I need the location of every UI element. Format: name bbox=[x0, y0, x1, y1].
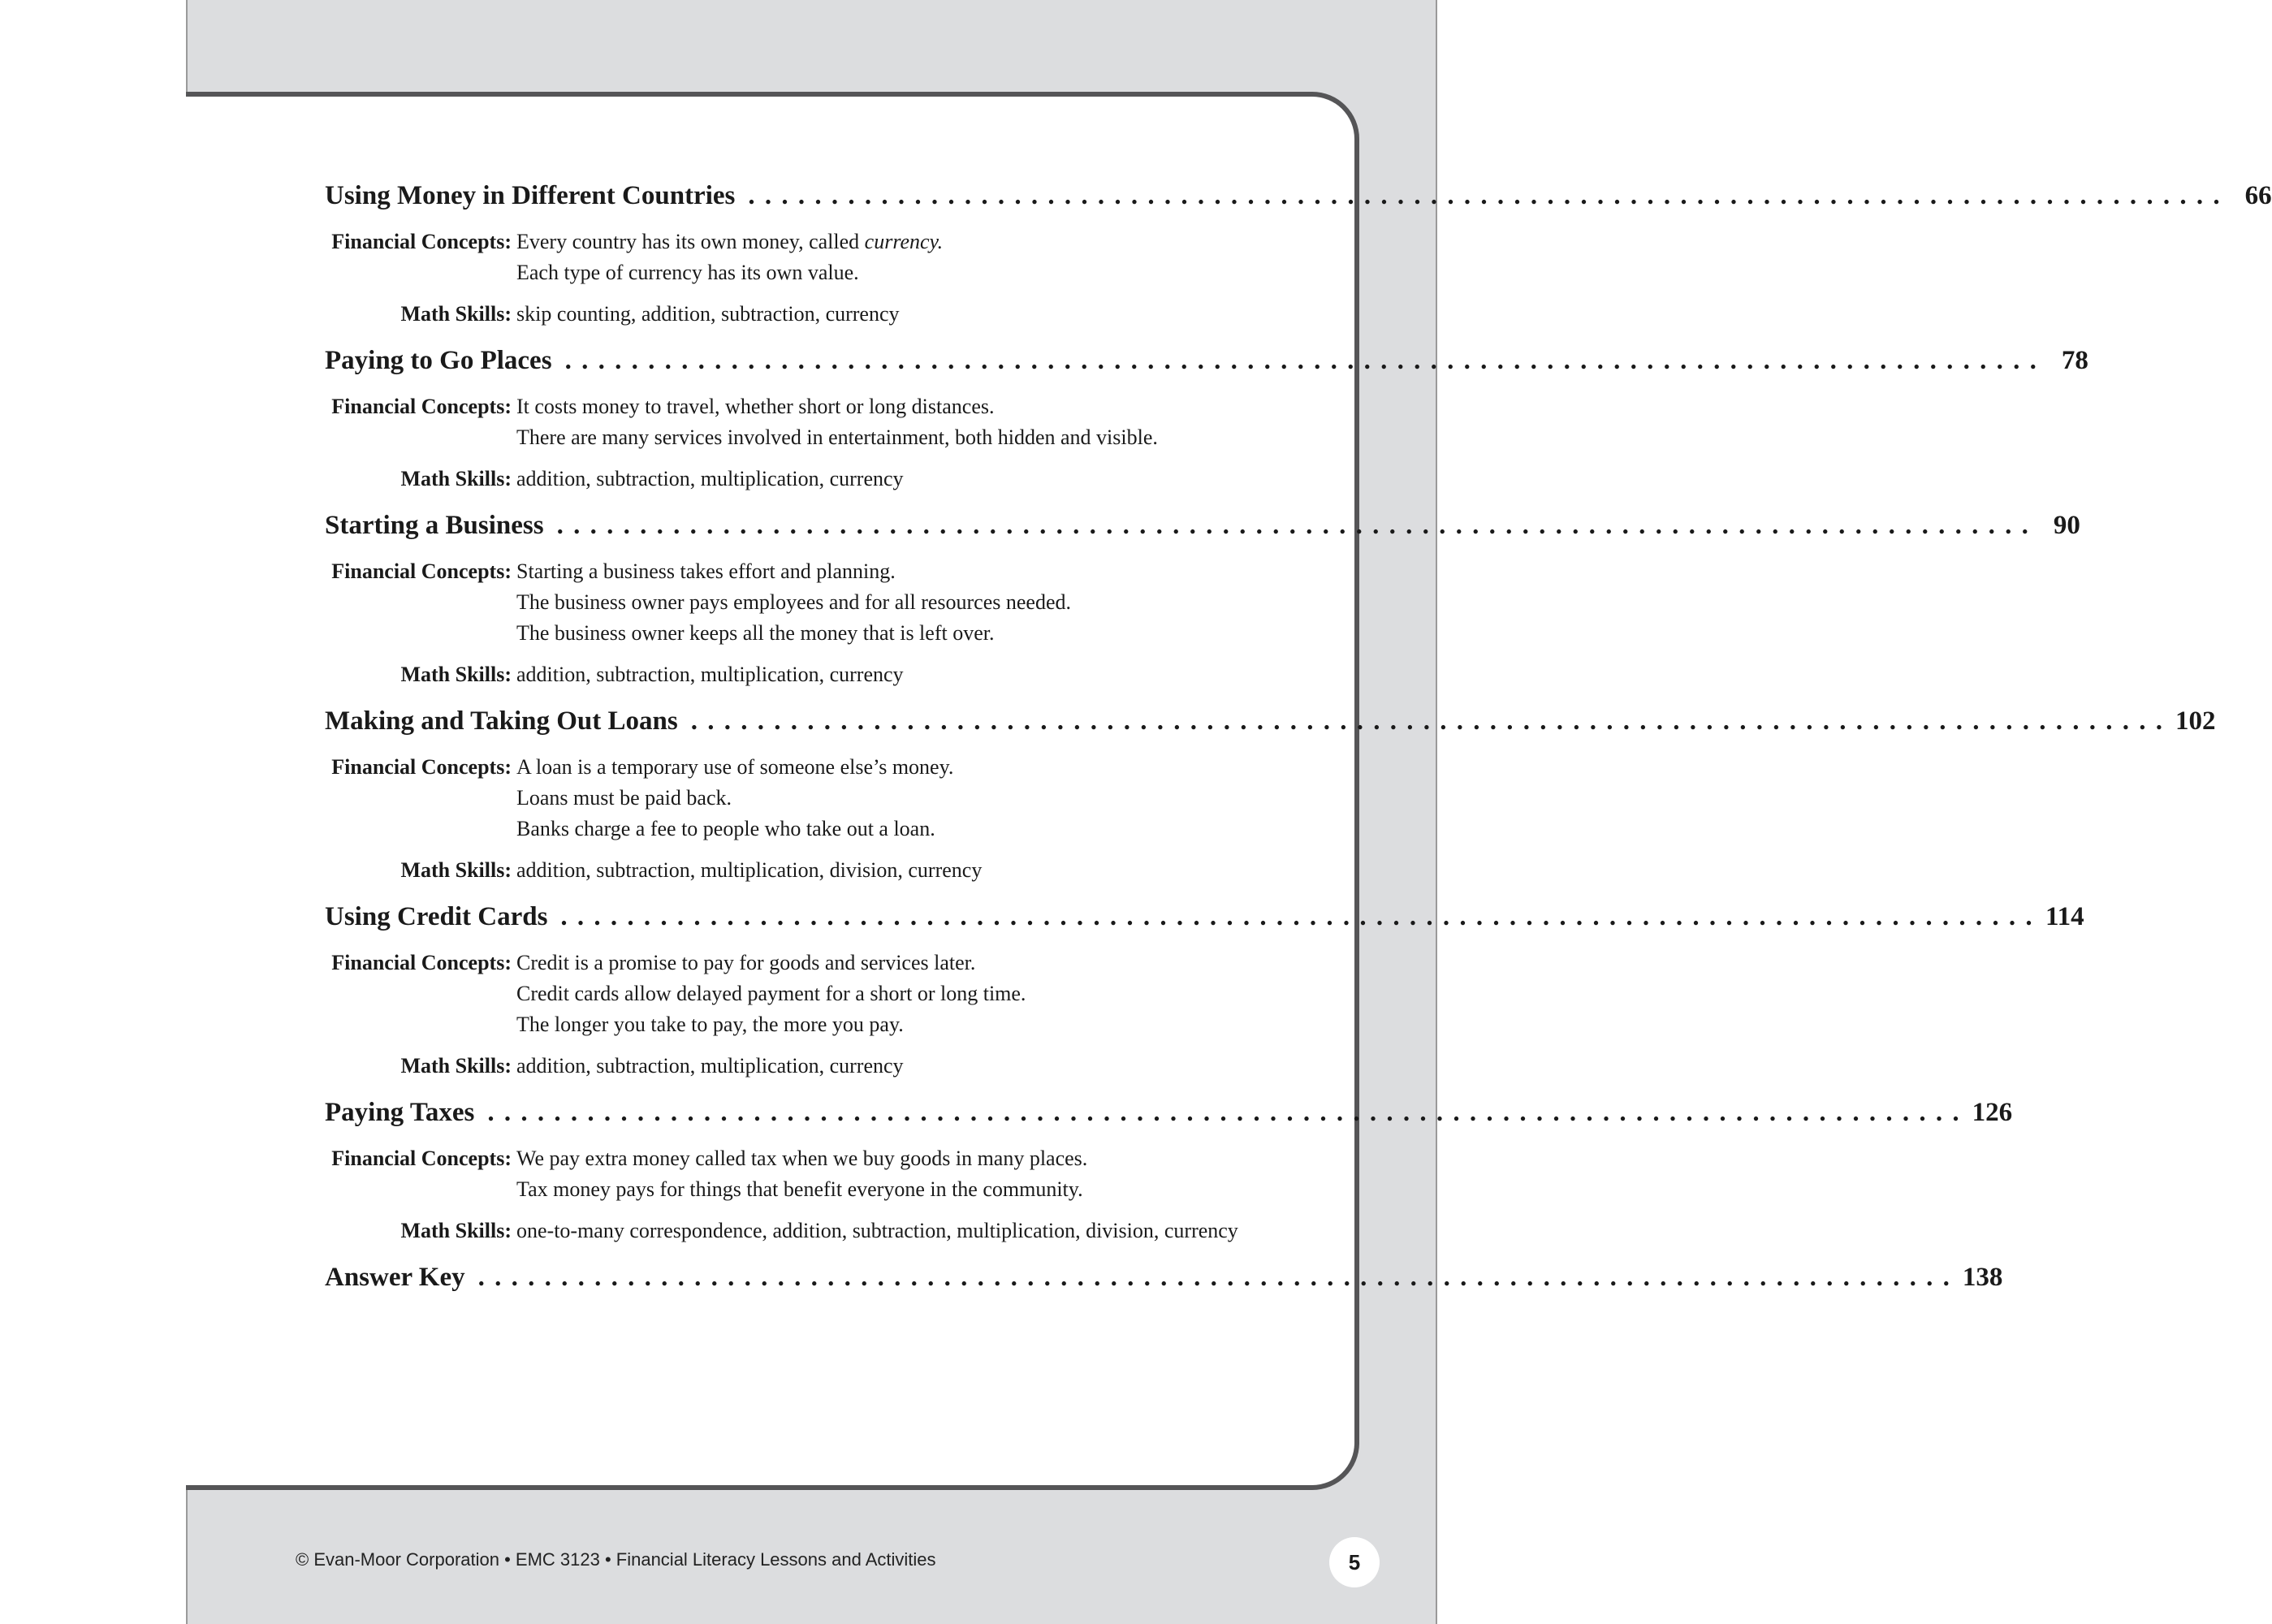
toc-page-number: 78 bbox=[2061, 346, 2088, 375]
math-skills-label: Math Skills: bbox=[400, 1054, 512, 1078]
toc-entry-header bbox=[325, 1256, 2003, 1298]
financial-concept-line bbox=[516, 1174, 1311, 1205]
financial-concept-line bbox=[516, 814, 1311, 844]
financial-concept-line bbox=[516, 587, 1311, 618]
financial-concepts bbox=[325, 391, 1311, 453]
toc-entry-header bbox=[325, 339, 2088, 382]
financial-concepts-lines bbox=[516, 948, 1311, 1040]
toc-entry bbox=[325, 504, 2080, 690]
concept-text: The business owner pays employees and for all resources needed. bbox=[516, 590, 1071, 614]
concept-text: The longer you take to pay, the more you pay. bbox=[516, 1013, 904, 1036]
toc-page-number: 126 bbox=[1972, 1098, 2013, 1127]
concept-text: Each type of currency has its own value. bbox=[516, 261, 859, 284]
concept-text: The business owner keeps all the money that is left over. bbox=[516, 621, 995, 645]
math-skills-text: one-to-many correspondence, addition, subtraction, multiplication, division, currency bbox=[516, 1219, 1238, 1242]
financial-concept-line bbox=[516, 391, 1311, 422]
financial-concept-line bbox=[516, 1009, 1311, 1040]
dot-leader: . . . . . . . . . . . . . . . . . . . . . . . . . . . . . . . . . . . . . . . . . . . . . . . . . . . . . . . . . . . . . . . . . . . . . . . . . . . . . . . . . . . . . . . . . bbox=[560, 902, 2034, 931]
financial-concepts-label: Financial Concepts: bbox=[331, 755, 512, 779]
math-skills-text: addition, subtraction, multiplication, currency bbox=[516, 663, 904, 686]
concept-text: It costs money to travel, whether short or long distances. bbox=[516, 395, 995, 418]
concept-text: Credit cards allow delayed payment for a short or long time. bbox=[516, 982, 1026, 1005]
financial-concepts bbox=[325, 752, 1311, 844]
dot-leader: . . . . . . . . . . . . . . . . . . . . . . . . . . . . . . . . . . . . . . . . . . . . . . . . . . . . . . . . . . . . . . . . . . . . . . . . . . . . . . . . . . . . . . . . . bbox=[564, 346, 2038, 375]
financial-concept-line bbox=[516, 948, 1311, 978]
toc-entry-title: Making and Taking Out Loans bbox=[325, 706, 678, 736]
financial-concepts-label: Financial Concepts: bbox=[331, 559, 512, 583]
toc-entry bbox=[325, 1256, 2003, 1298]
toc-entry-title: Answer Key bbox=[325, 1263, 465, 1292]
concept-text: Starting a business takes effort and planning. bbox=[516, 559, 896, 583]
footer-copyright: © Evan-Moor Corporation • EMC 3123 • Financial Literacy Lessons and Activities bbox=[296, 1549, 936, 1570]
math-skills-text: addition, subtraction, multiplication, division, currency bbox=[516, 858, 983, 882]
toc-entry-title: Paying to Go Places bbox=[325, 346, 552, 375]
math-skills bbox=[325, 1051, 1311, 1082]
dot-leader: . . . . . . . . . . . . . . . . . . . . . . . . . . . . . . . . . . . . . . . . . . . . . . . . . . . . . . . . . . . . . . . . . . . . . . . . . . . . . . . . . . . . . . . . . bbox=[556, 511, 2030, 540]
financial-concept-line bbox=[516, 556, 1311, 587]
financial-concepts-label: Financial Concepts: bbox=[331, 1147, 512, 1170]
financial-concepts bbox=[325, 227, 1311, 288]
financial-concept-line bbox=[516, 422, 1311, 453]
financial-concept-line bbox=[516, 978, 1311, 1009]
toc-page-number: 102 bbox=[2175, 706, 2216, 736]
concept-text: We pay extra money called tax when we buy goods in many places. bbox=[516, 1147, 1088, 1170]
toc-entry bbox=[325, 1091, 2013, 1246]
toc-entry-header bbox=[325, 896, 2084, 938]
toc-entry-header bbox=[325, 700, 2216, 742]
concept-text: Loans must be paid back. bbox=[516, 786, 732, 810]
toc-page-number: 138 bbox=[1962, 1263, 2003, 1292]
dot-leader: . . . . . . . . . . . . . . . . . . . . . . . . . . . . . . . . . . . . . . . . . . . . . . . . . . . . . . . . . . . . . . . . . . . . . . . . . . . . . . . . . . . . . . . . . bbox=[477, 1263, 1951, 1292]
financial-concept-line bbox=[516, 783, 1311, 814]
math-skills bbox=[325, 1216, 1311, 1246]
toc-entry-header bbox=[325, 175, 2272, 217]
financial-concepts-label: Financial Concepts: bbox=[331, 951, 512, 974]
math-skills-label: Math Skills: bbox=[400, 302, 512, 326]
toc-entry-title: Paying Taxes bbox=[325, 1098, 475, 1127]
math-skills-label: Math Skills: bbox=[400, 663, 512, 686]
financial-concepts-label: Financial Concepts: bbox=[331, 230, 512, 253]
page-number-badge: 5 bbox=[1329, 1537, 1380, 1587]
financial-concepts bbox=[325, 556, 1311, 649]
financial-concepts-label: Financial Concepts: bbox=[331, 395, 512, 418]
math-skills-text: addition, subtraction, multiplication, currency bbox=[516, 1054, 904, 1078]
dot-leader: . . . . . . . . . . . . . . . . . . . . . . . . . . . . . . . . . . . . . . . . . . . . . . . . . . . . . . . . . . . . . . . . . . . . . . . . . . . . . . . . . . . . . . . . . bbox=[690, 706, 2164, 736]
financial-concept-line bbox=[516, 1143, 1311, 1174]
toc-page-number: 66 bbox=[2244, 181, 2272, 210]
concept-text: Credit is a promise to pay for goods and services later. bbox=[516, 951, 976, 974]
concept-text: Banks charge a fee to people who take out a loan. bbox=[516, 817, 935, 840]
concept-italic-term: currency. bbox=[864, 230, 944, 253]
toc-entry-header bbox=[325, 504, 2080, 546]
math-skills bbox=[325, 659, 1311, 690]
dot-leader: . . . . . . . . . . . . . . . . . . . . . . . . . . . . . . . . . . . . . . . . . . . . . . . . . . . . . . . . . . . . . . . . . . . . . . . . . . . . . . . . . . . . . . . . . bbox=[487, 1098, 1961, 1127]
math-skills-label: Math Skills: bbox=[400, 1219, 512, 1242]
toc-entry bbox=[325, 700, 2216, 886]
toc-entry bbox=[325, 175, 2272, 330]
concept-text: Tax money pays for things that benefit everyone in the community. bbox=[516, 1177, 1083, 1201]
financial-concepts-lines bbox=[516, 556, 1311, 649]
toc-entry-title: Using Money in Different Countries bbox=[325, 181, 736, 210]
financial-concept-line bbox=[516, 752, 1311, 783]
concept-text: Every country has its own money, called bbox=[516, 230, 865, 253]
math-skills-text: addition, subtraction, multiplication, currency bbox=[516, 467, 904, 490]
concept-text: A loan is a temporary use of someone else’s money. bbox=[516, 755, 954, 779]
toc-entry-header bbox=[325, 1091, 2013, 1134]
toc-page-number: 90 bbox=[2053, 511, 2080, 540]
financial-concept-line bbox=[516, 227, 1311, 257]
financial-concepts-lines bbox=[516, 752, 1311, 844]
math-skills bbox=[325, 464, 1311, 495]
financial-concepts bbox=[325, 948, 1311, 1040]
concept-text: There are many services involved in entertainment, both hidden and visible. bbox=[516, 425, 1158, 449]
financial-concepts-lines bbox=[516, 227, 1311, 288]
financial-concepts-lines bbox=[516, 1143, 1311, 1205]
toc-entry bbox=[325, 896, 2084, 1082]
table-of-contents bbox=[325, 175, 2272, 1298]
financial-concept-line bbox=[516, 618, 1311, 649]
math-skills-label: Math Skills: bbox=[400, 858, 512, 882]
toc-entry-title: Starting a Business bbox=[325, 511, 544, 540]
toc-entry-title: Using Credit Cards bbox=[325, 902, 548, 931]
math-skills-text: skip counting, addition, subtraction, currency bbox=[516, 302, 900, 326]
dot-leader: . . . . . . . . . . . . . . . . . . . . . . . . . . . . . . . . . . . . . . . . . . . . . . . . . . . . . . . . . . . . . . . . . . . . . . . . . . . . . . . . . . . . . . . . . bbox=[748, 181, 2222, 210]
toc-page-number: 114 bbox=[2045, 902, 2084, 931]
financial-concept-line bbox=[516, 257, 1311, 288]
toc-entry bbox=[325, 339, 2088, 495]
financial-concepts-lines bbox=[516, 391, 1311, 453]
math-skills bbox=[325, 299, 1311, 330]
math-skills bbox=[325, 855, 1311, 886]
math-skills-label: Math Skills: bbox=[400, 467, 512, 490]
financial-concepts bbox=[325, 1143, 1311, 1205]
